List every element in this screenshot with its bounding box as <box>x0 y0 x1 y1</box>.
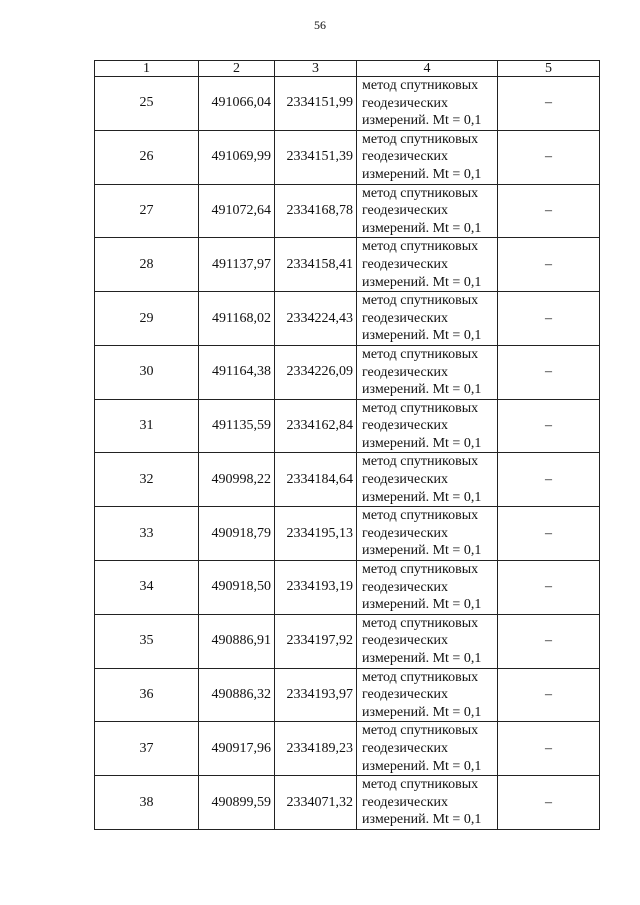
method-cell <box>357 614 498 668</box>
note-cell: – <box>498 507 600 561</box>
table-row <box>95 345 600 399</box>
method-line: геодезических <box>362 95 449 111</box>
table-row <box>95 561 600 615</box>
method-line: геодезических <box>362 687 449 703</box>
x-coordinate-cell: 490917,96 <box>199 722 275 776</box>
method-line: метод спутниковых <box>362 508 479 524</box>
method-line: метод спутниковых <box>362 777 479 793</box>
note-cell: – <box>498 776 600 830</box>
table-row <box>95 130 600 184</box>
method-line: измерений. Mt = 0,1 <box>362 220 482 236</box>
table-row <box>95 77 600 131</box>
method-line: измерений. Mt = 0,1 <box>362 543 482 559</box>
point-number-cell: 28 <box>95 238 199 292</box>
note-cell: – <box>498 722 600 776</box>
point-number-cell: 32 <box>95 453 199 507</box>
y-coordinate-cell: 2334189,23 <box>275 722 357 776</box>
note-cell: – <box>498 453 600 507</box>
method-line: геодезических <box>362 525 449 541</box>
x-coordinate-cell: 490998,22 <box>199 453 275 507</box>
method-line: метод спутниковых <box>362 293 479 309</box>
x-coordinate-cell: 490918,79 <box>199 507 275 561</box>
x-coordinate-cell: 491072,64 <box>199 184 275 238</box>
y-coordinate-cell: 2334193,19 <box>275 561 357 615</box>
x-coordinate-cell: 490899,59 <box>199 776 275 830</box>
method-cell <box>357 561 498 615</box>
method-line: измерений. Mt = 0,1 <box>362 597 482 613</box>
method-line: геодезических <box>362 579 449 595</box>
method-line: измерений. Mt = 0,1 <box>362 382 482 398</box>
table-body <box>95 77 600 830</box>
method-line: геодезических <box>362 149 449 165</box>
point-number-cell: 30 <box>95 345 199 399</box>
y-coordinate-cell: 2334184,64 <box>275 453 357 507</box>
method-line: геодезических <box>362 364 449 380</box>
method-line: геодезических <box>362 203 449 219</box>
method-line: метод спутниковых <box>362 723 479 739</box>
note-cell: – <box>498 238 600 292</box>
point-number-cell: 35 <box>95 614 199 668</box>
method-line: метод спутниковых <box>362 454 479 470</box>
method-line: геодезических <box>362 310 449 326</box>
y-coordinate-cell: 2334151,99 <box>275 77 357 131</box>
table-row <box>95 776 600 830</box>
method-line: метод спутниковых <box>362 400 479 416</box>
method-line: измерений. Mt = 0,1 <box>362 812 482 828</box>
x-coordinate-cell: 491164,38 <box>199 345 275 399</box>
point-number-cell: 27 <box>95 184 199 238</box>
note-cell: – <box>498 292 600 346</box>
y-coordinate-cell: 2334071,32 <box>275 776 357 830</box>
method-line: геодезических <box>362 740 449 756</box>
point-number-cell: 38 <box>95 776 199 830</box>
page-number: 56 <box>314 18 326 32</box>
method-line: измерений. Mt = 0,1 <box>362 328 482 344</box>
y-coordinate-cell: 2334158,41 <box>275 238 357 292</box>
method-line: метод спутниковых <box>362 131 479 147</box>
y-coordinate-cell: 2334162,84 <box>275 399 357 453</box>
x-coordinate-cell: 490886,91 <box>199 614 275 668</box>
note-cell: – <box>498 77 600 131</box>
method-line: метод спутниковых <box>362 239 479 255</box>
point-number-cell: 25 <box>95 77 199 131</box>
table-row <box>95 453 600 507</box>
method-line: метод спутниковых <box>362 185 479 201</box>
method-cell <box>357 238 498 292</box>
method-cell <box>357 453 498 507</box>
note-cell: – <box>498 668 600 722</box>
table-row <box>95 507 600 561</box>
table-row <box>95 184 600 238</box>
method-line: метод спутниковых <box>362 615 479 631</box>
note-cell: – <box>498 561 600 615</box>
method-cell <box>357 184 498 238</box>
point-number-cell: 37 <box>95 722 199 776</box>
method-cell <box>357 130 498 184</box>
note-cell: – <box>498 345 600 399</box>
note-cell: – <box>498 184 600 238</box>
point-number-cell: 31 <box>95 399 199 453</box>
method-line: измерений. Mt = 0,1 <box>362 651 482 666</box>
method-line: измерений. Mt = 0,1 <box>362 166 482 182</box>
method-line: метод спутниковых <box>362 78 479 93</box>
method-line: измерений. Mt = 0,1 <box>362 274 482 290</box>
point-number-cell: 33 <box>95 507 199 561</box>
point-number-cell: 36 <box>95 668 199 722</box>
header-col-1: 1 <box>95 61 199 77</box>
header-col-2: 2 <box>199 61 275 77</box>
y-coordinate-cell: 2334226,09 <box>275 345 357 399</box>
method-line: измерений. Mt = 0,1 <box>362 435 482 451</box>
method-line: геодезических <box>362 472 449 488</box>
method-cell <box>357 292 498 346</box>
x-coordinate-cell: 491168,02 <box>199 292 275 346</box>
note-cell: – <box>498 614 600 668</box>
y-coordinate-cell: 2334151,39 <box>275 130 357 184</box>
method-line: измерений. Mt = 0,1 <box>362 113 482 129</box>
table-row <box>95 722 600 776</box>
coordinates-table <box>94 60 600 830</box>
y-coordinate-cell: 2334193,97 <box>275 668 357 722</box>
method-cell <box>357 776 498 830</box>
method-cell <box>357 668 498 722</box>
point-number-cell: 29 <box>95 292 199 346</box>
point-number-cell: 34 <box>95 561 199 615</box>
method-line: геодезических <box>362 418 449 434</box>
header-col-4: 4 <box>357 61 498 77</box>
method-cell <box>357 722 498 776</box>
x-coordinate-cell: 490886,32 <box>199 668 275 722</box>
y-coordinate-cell: 2334195,13 <box>275 507 357 561</box>
note-cell: – <box>498 399 600 453</box>
method-line: измерений. Mt = 0,1 <box>362 704 482 720</box>
table-header-row <box>95 61 600 77</box>
method-line: измерений. Mt = 0,1 <box>362 758 482 774</box>
table-row <box>95 614 600 668</box>
y-coordinate-cell: 2334224,43 <box>275 292 357 346</box>
method-cell <box>357 399 498 453</box>
table-row <box>95 668 600 722</box>
header-col-3: 3 <box>275 61 357 77</box>
x-coordinate-cell: 491066,04 <box>199 77 275 131</box>
note-cell: – <box>498 130 600 184</box>
method-line: метод спутниковых <box>362 346 479 362</box>
method-line: метод спутниковых <box>362 669 479 685</box>
method-line: метод спутниковых <box>362 562 479 578</box>
y-coordinate-cell: 2334197,92 <box>275 614 357 668</box>
x-coordinate-cell: 490918,50 <box>199 561 275 615</box>
method-cell <box>357 345 498 399</box>
y-coordinate-cell: 2334168,78 <box>275 184 357 238</box>
table-row <box>95 399 600 453</box>
x-coordinate-cell: 491135,59 <box>199 399 275 453</box>
table-row <box>95 238 600 292</box>
table-row <box>95 292 600 346</box>
method-line: геодезических <box>362 794 449 810</box>
method-line: геодезических <box>362 633 449 649</box>
x-coordinate-cell: 491069,99 <box>199 130 275 184</box>
header-col-5: 5 <box>498 61 600 77</box>
method-line: измерений. Mt = 0,1 <box>362 489 482 505</box>
method-cell <box>357 507 498 561</box>
x-coordinate-cell: 491137,97 <box>199 238 275 292</box>
method-cell <box>357 77 498 131</box>
method-line: геодезических <box>362 256 449 272</box>
point-number-cell: 26 <box>95 130 199 184</box>
